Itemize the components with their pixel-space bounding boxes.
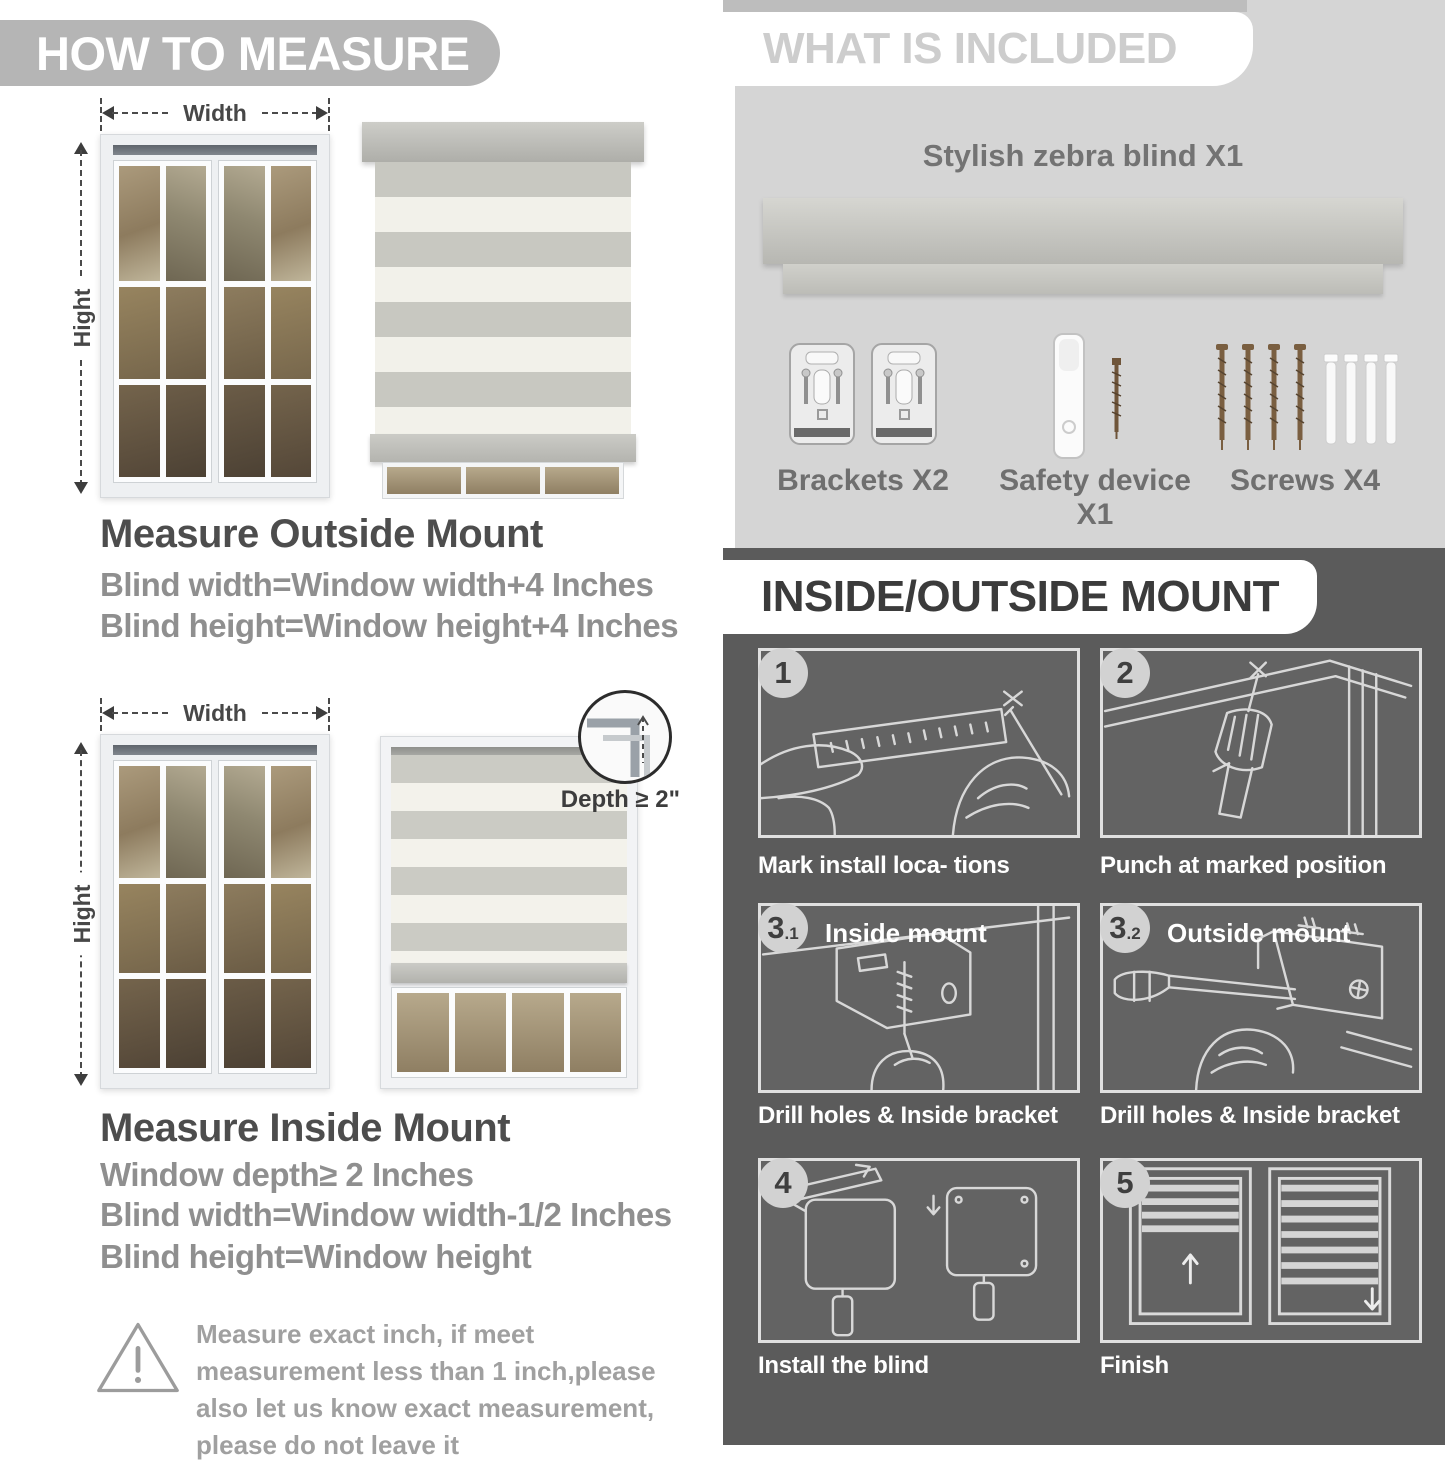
window-pane [271,766,312,878]
step-panel-1 [758,648,1080,838]
window-pane [119,287,160,379]
step-caption-3-1: Drill holes & Inside bracket [758,1102,1058,1129]
window-pane [224,884,265,973]
screws-icon [1212,342,1402,457]
step-panel-3-1 [758,903,1080,1093]
window-corner-detail-icon [581,693,669,781]
window-casement [218,760,317,1074]
height-dimension-outside [68,140,94,496]
step-panel-3-2 [1100,903,1422,1093]
window-pane [397,993,449,1072]
window-pane [271,979,312,1068]
window-pane [224,166,265,281]
step-caption-3-2: Drill holes & Inside bracket [1100,1102,1400,1129]
arrow-right-icon [316,706,328,720]
install-blind-illustration [761,1161,1077,1340]
height-label: Hight [68,873,97,956]
outside-mount-title: Measure Outside Mount [100,512,543,556]
window-pane [119,166,160,281]
inside-mount-rule-depth: Window depth≥ 2 Inches [100,1156,474,1193]
step-number: 2 [1116,655,1134,690]
warning-triangle-icon [95,1318,181,1398]
width-dimension-outside [100,100,330,126]
step-caption-5: Finish [1100,1352,1169,1379]
outside-mount-rule-width: Blind width=Window width+4 Inches [100,566,654,603]
step-number-sub: .1 [784,924,799,943]
window-pane [455,993,507,1072]
step-caption-1: Mark install loca- tions [758,852,1010,879]
width-label: Width [171,100,259,126]
window-pane [224,766,265,878]
window-pane [271,385,312,477]
arrow-down-icon [74,1074,88,1086]
step-number: 4 [774,1165,792,1200]
zebra-stripes [375,162,631,434]
blind-headrail [362,122,644,162]
window-pane [271,884,312,973]
step-number-badge [1100,648,1150,698]
measure-warning-text: Measure exact inch, if meet measurement less than 1 inch,please also let us know exact measurement, please do not leave it [196,1319,656,1460]
how-to-measure-title: HOW TO MEASURE [36,26,470,80]
window-pane [387,467,461,494]
zebra-blind-outside-mount [362,122,644,500]
window-pane [271,166,312,281]
window-pane [166,166,207,281]
step-number-badge [758,903,808,953]
blind-headrail-image [763,198,1403,264]
finish-illustration [1103,1161,1419,1340]
window-pane [512,993,564,1072]
step-caption-4: Install the blind [758,1352,929,1379]
measure-section [0,0,723,1460]
outside-mount-inner-label: Outside mount [1167,918,1351,948]
inside-mount-rule-width: Blind width=Window width-1/2 Inches [100,1196,672,1233]
step-number-badge [758,1158,808,1208]
outside-mount-rule-height: Blind height=Window height+4 Inches [100,607,679,644]
step-caption-2: Punch at marked position [1100,852,1387,879]
what-is-included-header [723,12,1253,86]
screws-label: Screws X4 [1229,464,1381,497]
depth-label: Depth ≥ 2" [560,786,680,813]
step-number: 1 [774,655,792,690]
window-casement [113,160,212,483]
drill-position-illustration [1103,651,1419,835]
step-number-badge [1100,1158,1150,1208]
window-pane [166,884,207,973]
window-casement [113,760,212,1074]
arrow-right-icon [316,106,328,120]
window-pane [119,884,160,973]
window-pane [545,467,619,494]
window-pane [166,979,207,1068]
window-pane [224,385,265,477]
arrow-down-icon [74,482,88,494]
safety-device-icon [1040,332,1145,462]
height-dimension-inside [68,740,94,1088]
product-label: Stylish zebra blind X1 [922,138,1244,173]
window-pane [570,993,622,1072]
window-pane [466,467,540,494]
inside-mount-inner-label: Inside mount [825,918,987,948]
step-number-sub: .2 [1126,924,1141,943]
window-pane [119,766,160,878]
step-number: 3 [767,910,785,945]
safety-device-label: Safety device X1 [999,464,1191,531]
step-panel-2 [1100,648,1422,838]
brackets-label: Brackets X2 [777,464,949,497]
window-pane [224,979,265,1068]
window-photo-inside [100,734,330,1089]
width-dimension-inside [100,700,330,726]
blind-bottomrail [391,963,627,983]
depth-detail-magnifier [578,690,672,784]
step-panel-4 [758,1158,1080,1343]
width-label: Width [171,700,259,726]
brackets-icon [788,340,938,455]
window-pane [119,385,160,477]
blind-bottomrail-image [783,264,1383,294]
inside-outside-mount-title: INSIDE/OUTSIDE MOUNT [761,572,1280,621]
inside-outside-mount-header [723,560,1317,634]
window-below-blind [391,987,627,1078]
window-pane [166,766,207,878]
inside-mount-title: Measure Inside Mount [100,1106,511,1150]
what-is-included-title: WHAT IS INCLUDED [763,24,1178,73]
window-pane [166,287,207,379]
window-pane [119,979,160,1068]
header-top-bar [723,0,1247,12]
window-head-jamb [113,745,317,755]
step-panel-5 [1100,1158,1422,1343]
window-photo-outside [100,134,330,498]
step-number: 3 [1109,910,1127,945]
step-number-badge [758,648,808,698]
step-number: 5 [1116,1165,1134,1200]
height-label: Hight [68,277,97,360]
step-number-badge [1100,903,1150,953]
section-divider [723,86,735,548]
how-to-measure-banner [0,20,500,86]
window-pane [271,287,312,379]
window-head-jamb [113,145,317,155]
blind-bottomrail [370,434,636,462]
window-below-blind [382,462,624,499]
window-casement [218,160,317,483]
inside-mount-rule-height: Blind height=Window height [100,1238,532,1275]
mark-locations-illustration [761,651,1077,835]
window-pane [166,385,207,477]
window-pane [224,287,265,379]
